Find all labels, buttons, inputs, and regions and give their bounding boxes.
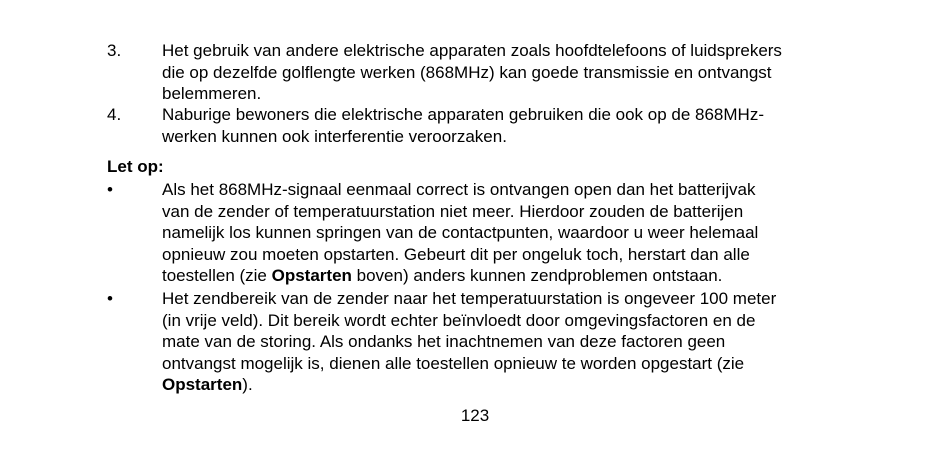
list-number: 4. xyxy=(107,105,122,124)
text-line: Naburige bewoners die elektrische apparaten gebruiken die ook op de 868MHz- xyxy=(162,105,764,124)
text-line: namelijk los kunnen springen van de contactpunten, waardoor u weer helemaal xyxy=(162,223,759,242)
text-line: die op dezelfde golflengte werken (868MHz) kan goede transmissie en ontvangst xyxy=(162,62,772,82)
list-number: 3. xyxy=(107,41,122,60)
bold-reference: Opstarten xyxy=(271,266,352,285)
text-line: Het gebruik van andere elektrische apparaten zoals hoofdtelefoons of luidsprekers xyxy=(162,41,782,60)
bullet-text xyxy=(162,179,862,287)
bullet-text xyxy=(162,288,862,396)
note-heading: Let op: xyxy=(107,157,164,176)
text-line: werken kunnen ook interferentie veroorzaken. xyxy=(162,126,507,146)
bullet-marker: • xyxy=(107,180,113,199)
text-line xyxy=(162,374,862,396)
list-item-text xyxy=(162,40,862,105)
text-line: Het zendbereik van de zender naar het temperatuurstation is ongeveer 100 meter xyxy=(162,289,777,308)
list-item-text xyxy=(162,104,862,147)
text-line xyxy=(162,265,862,287)
text-line: ontvangst mogelijk is, dienen alle toestellen opnieuw te worden opgestart (zie xyxy=(162,353,745,373)
page-number: 123 xyxy=(460,406,490,425)
text-line: mate van de storing. Als ondanks het inachtnemen van deze factoren geen xyxy=(162,332,726,351)
bold-reference: Opstarten xyxy=(162,375,243,394)
text-line: van de zender of temperatuurstation niet meer. Hierdoor zouden de batterijen xyxy=(162,201,744,221)
text-line: belemmeren. xyxy=(162,84,262,103)
text-fragment: ). xyxy=(242,375,253,394)
text-fragment: boven) anders kunnen zendproblemen ontstaan. xyxy=(351,266,723,285)
text-line: (in vrije veld). Dit bereik wordt echter beïnvloedt door omgevingsfactoren en de xyxy=(162,310,756,330)
text-line: opnieuw zou moeten opstarten. Gebeurt dit per ongeluk toch, herstart dan alle xyxy=(162,244,750,264)
text-line: Als het 868MHz-signaal eenmaal correct is ontvangen open dan het batterijvak xyxy=(162,180,756,199)
text-fragment: toestellen (zie xyxy=(162,266,272,285)
bullet-marker: • xyxy=(107,289,113,308)
